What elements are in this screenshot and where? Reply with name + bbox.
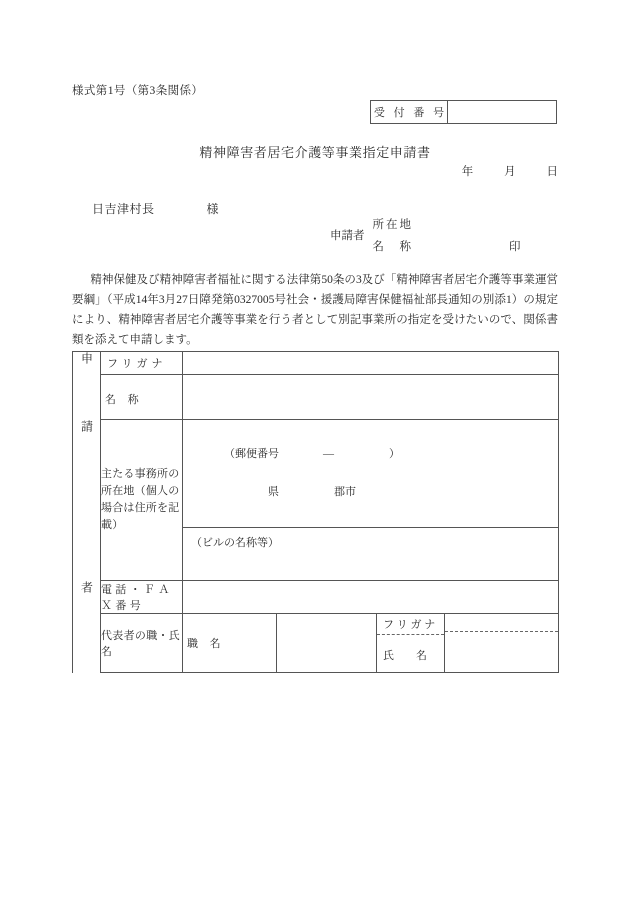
receipt-number-input[interactable]: [448, 101, 556, 123]
office-address-label-cell: [101, 420, 183, 581]
addressee: [92, 200, 219, 217]
vertical-header-sha: [73, 581, 101, 673]
applicant-info-table: [72, 351, 559, 673]
position-label-cell: [183, 614, 277, 673]
table-row: [73, 420, 559, 528]
rep-name-label-stack: [377, 614, 445, 673]
applicant-block: [330, 216, 521, 254]
position-label: 職 名: [187, 638, 221, 650]
page-title: 精神障害者居宅介護等事業指定申請書: [199, 145, 431, 160]
building-name-input[interactable]: [183, 528, 559, 581]
building-name-label: （ビルの名称等）: [191, 537, 279, 549]
rep-name-input[interactable]: [445, 632, 558, 670]
table-row: [73, 581, 559, 614]
applicant-address-row: [373, 216, 521, 232]
form-code: 様式第1号（第3条関係）: [72, 85, 204, 97]
position-input[interactable]: [277, 614, 377, 673]
phone-fax-label: 電 話 ・ Ｆ Ａ Ｘ 番 号: [101, 584, 170, 612]
name-label: 名 称: [105, 394, 139, 406]
rep-name-value-stack[interactable]: [445, 614, 559, 673]
body-text: [72, 270, 558, 350]
receipt-number-box: [370, 100, 557, 124]
table-row: [73, 614, 559, 673]
applicant-name-label: 名 称: [372, 241, 413, 253]
office-address-label: 主たる事務所の所在地（個人の場合は住所を記載）: [101, 468, 180, 531]
date-year-label: 年: [461, 166, 474, 178]
representative-label: 代表者の職・氏名: [101, 630, 181, 658]
table-row: [73, 375, 559, 420]
vertical-header-sei: [73, 420, 101, 581]
name-label-cell: [101, 375, 183, 420]
phone-fax-input[interactable]: [183, 581, 559, 614]
furigana-label: フリガナ: [107, 358, 167, 370]
seal-label: 印: [509, 241, 521, 253]
phone-fax-label-cell: [101, 581, 183, 614]
addressee-name: 日吉津村長: [92, 202, 155, 216]
vertical-header-char-2: 請: [79, 419, 94, 432]
vertical-header-shin: [73, 352, 101, 420]
applicant-name-row: [373, 238, 521, 254]
postal-code-line: （郵便番号 — ）: [224, 448, 400, 460]
prefecture-line: 県 郡市: [224, 486, 356, 498]
rep-name-label: 氏 名: [383, 650, 427, 662]
vertical-header-char-1: 申: [79, 352, 94, 364]
table-row: [73, 352, 559, 375]
office-address-input[interactable]: [183, 420, 559, 528]
name-input[interactable]: [183, 375, 559, 420]
date-day-label: 日: [546, 166, 558, 178]
vertical-header-char-3: 者: [79, 580, 94, 593]
date-line: [0, 163, 558, 179]
applicant-address-label: 所在地: [372, 219, 413, 231]
addressee-honorific: 様: [206, 202, 220, 216]
applicant-label: 申請者: [330, 230, 365, 242]
receipt-number-label: 受 付 番 号: [371, 101, 448, 123]
rep-furigana-label: フ リ ガ ナ: [383, 619, 436, 631]
furigana-label-cell: [101, 352, 183, 375]
body-paragraph: 精神保健及び精神障害者福祉に関する法律第50条の3及び「精神障害者居宅介護等事業運営要綱」（平成14年3月27日障発第0327005号社会・援護局障害保健福祉部長通知の別添1）の規定により、精神障害者居宅介護等事業を行う者として別記事業所の指定を受けたいので、関係書類を添えて申請します。: [72, 274, 558, 346]
rep-furigana-input[interactable]: [445, 614, 558, 632]
furigana-input[interactable]: [183, 352, 559, 375]
date-month-label: 月: [504, 166, 516, 178]
representative-label-cell: [101, 614, 183, 673]
